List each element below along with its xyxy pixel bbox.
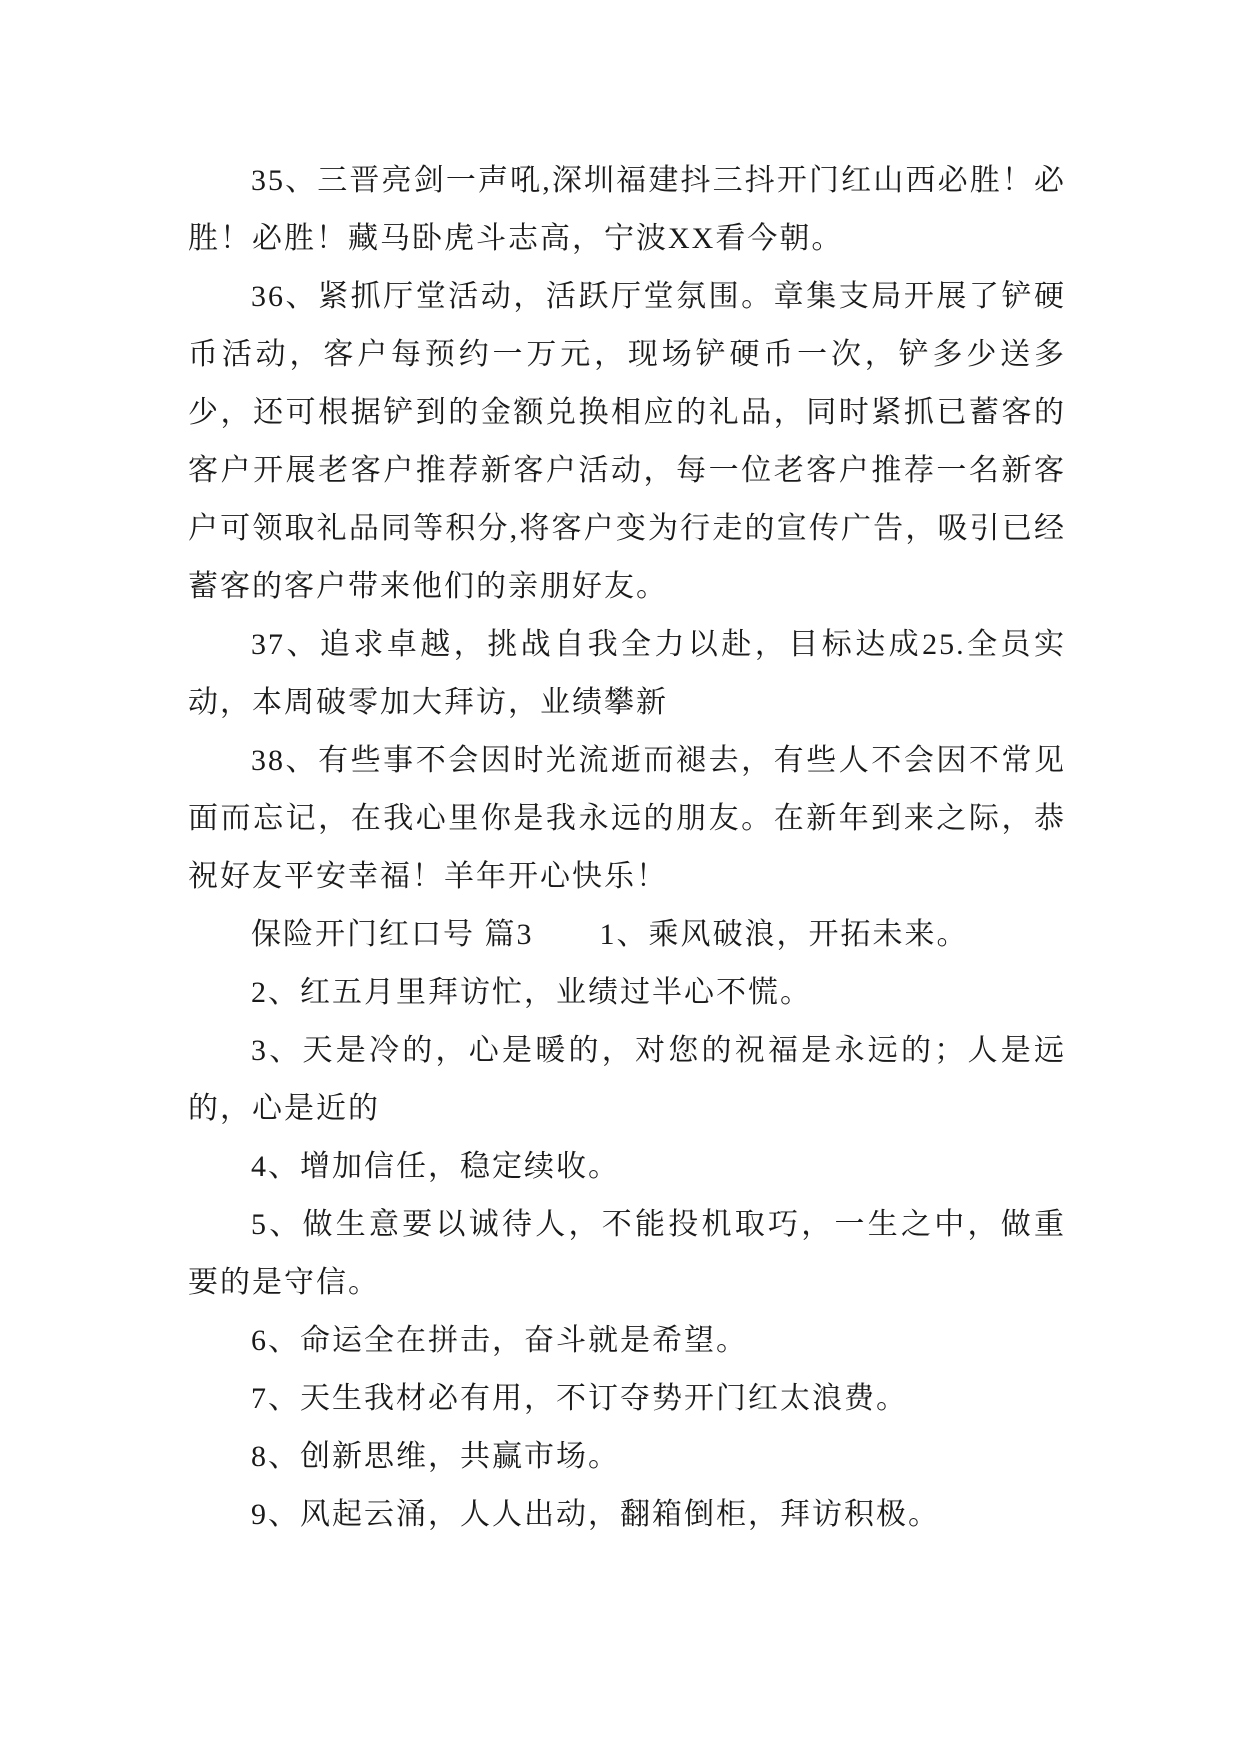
slogan-item-5: 5、做生意要以诚待人，不能投机取巧，一生之中，做重要的是守信。 <box>188 1208 1066 1299</box>
slogan-item-7: 7、天生我材必有用，不订夺势开门红太浪费。 <box>251 1382 908 1415</box>
paragraph-item-37: 37、追求卓越，挑战自我全力以赴，目标达成25.全员实动，本周破零加大拜访，业绩攀新 <box>188 628 1066 719</box>
section-title: 保险开门红口号 篇3 <box>251 918 534 951</box>
paragraph-item-36: 36、紧抓厅堂活动，活跃厅堂氛围。章集支局开展了铲硬币活动，客户每预约一万元，现场铲硬币一次，铲多少送多少，还可根据铲到的金额兑换相应的礼品，同时紧抓已蓄客的客户开展老客户推荐新客户活动，每一位老客户推荐一名新客户可领取礼品同等积分,将客户变为行走的宣传广告，吸引已经蓄客的客户带来他们的亲朋好友。 <box>188 280 1066 603</box>
slogan-item-3: 3、天是冷的，心是暖的，对您的祝福是永远的；人是远的，心是近的 <box>188 1034 1066 1125</box>
document-body <box>188 152 1066 1544</box>
paragraph-item-38: 38、有些事不会因时光流逝而褪去，有些人不会因不常见面而忘记，在我心里你是我永远的朋友。在新年到来之际，恭祝好友平安幸福！羊年开心快乐！ <box>188 744 1066 893</box>
slogan-item-1: 1、乘风破浪，开拓未来。 <box>599 918 969 951</box>
slogan-item-8: 8、创新思维，共赢市场。 <box>251 1440 620 1473</box>
slogan-item-4: 4、增加信任，稳定续收。 <box>251 1150 620 1183</box>
paragraph-item-35: 35、三晋亮剑一声吼,深圳福建抖三抖开门红山西必胜！必胜！必胜！藏马卧虎斗志高，宁波XX看今朝。 <box>188 164 1066 255</box>
slogan-item-6: 6、命运全在拼击，奋斗就是希望。 <box>251 1324 748 1357</box>
section-heading-line <box>188 906 1066 964</box>
slogan-item-2: 2、红五月里拜访忙，业绩过半心不慌。 <box>251 976 812 1009</box>
slogan-item-9: 9、风起云涌，人人出动，翻箱倒柜，拜访积极。 <box>251 1498 940 1531</box>
